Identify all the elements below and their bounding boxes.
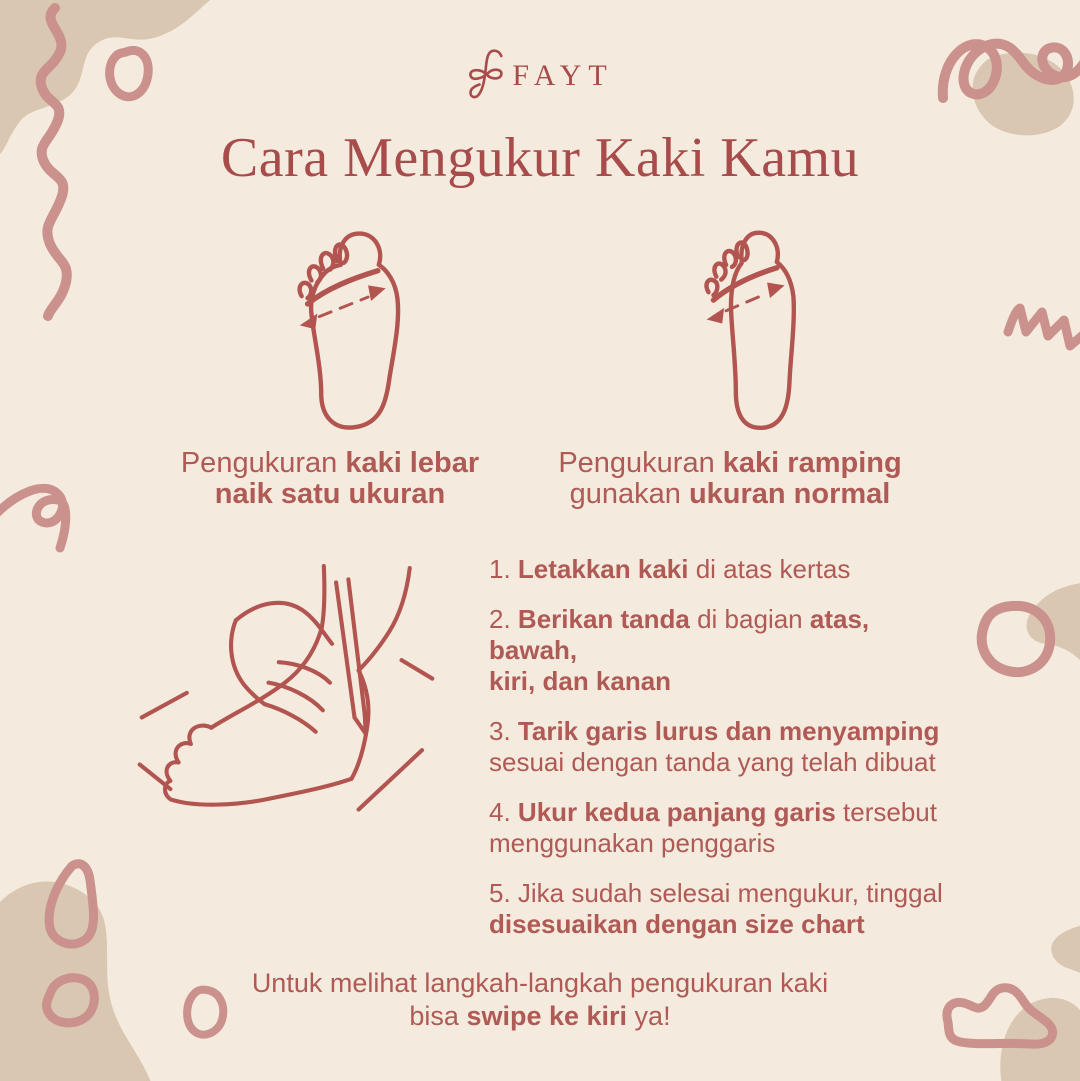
text: Pengukuran (180, 447, 346, 479)
page-title: Cara Mengukur Kaki Kamu (220, 127, 860, 189)
text: ya! (627, 1001, 671, 1031)
script-f-icon (466, 46, 508, 102)
text: gunakan (569, 478, 689, 510)
text: tersebut (835, 797, 937, 827)
steps-section (0, 554, 1080, 959)
text: 2. (489, 604, 518, 634)
narrow-foot-block (520, 206, 940, 510)
step-item (489, 878, 959, 940)
bold-text: naik satu ukuran (214, 478, 446, 510)
narrow-foot-sole-icon (652, 206, 808, 436)
width-arrow-right-head (767, 282, 785, 298)
bold-text: Letakkan kaki (517, 554, 689, 584)
feet-comparison (0, 206, 1080, 510)
text: bisa (409, 1001, 467, 1031)
bold-text: Ukur kedua panjang garis (517, 797, 836, 827)
tracing-illustration-block (112, 554, 467, 837)
steps-list (489, 554, 959, 959)
width-arrow-right-head (368, 285, 386, 301)
step-item (489, 716, 959, 778)
hand-tracing-foot-icon (112, 564, 462, 832)
text: 1. (489, 554, 518, 584)
narrow-foot-caption (558, 448, 901, 510)
text: 3. (489, 716, 518, 746)
text: di bagian (689, 604, 810, 634)
step-item (489, 554, 959, 585)
wide-foot-sole-icon (247, 206, 413, 436)
bold-text: Berikan tanda (517, 604, 690, 634)
bold-text: ukuran normal (688, 478, 891, 510)
step-item (489, 797, 959, 859)
brand-logo (0, 0, 1080, 102)
wide-foot-caption (181, 448, 479, 510)
footer-note (0, 967, 1080, 1033)
bold-text: Tarik garis lurus dan menyamping (517, 716, 940, 746)
bold-text: swipe ke kiri (466, 1001, 628, 1031)
text: menggunakan penggaris (489, 828, 776, 858)
text: Untuk melihat langkah-langkah pengukuran kaki (251, 968, 829, 998)
bold-text: atas, bawah, (489, 604, 870, 665)
bold-text: kiri, dan kanan (489, 666, 672, 696)
wide-foot-block (140, 206, 520, 510)
width-arrow-left-head (300, 314, 318, 330)
brand-name: FAYT (512, 59, 614, 92)
text: di atas kertas (688, 554, 851, 584)
bold-text: kaki lebar (345, 447, 480, 479)
bold-text: kaki ramping (722, 447, 902, 479)
step-item (489, 604, 959, 697)
width-arrow-shaft (319, 297, 368, 317)
bold-text: disesuaikan dengan size chart (489, 909, 865, 939)
text: 4. (489, 797, 518, 827)
text: Pengukuran (558, 447, 723, 479)
width-arrow-left-head (707, 308, 725, 324)
text: sesuai dengan tanda yang telah dibuat (489, 747, 936, 777)
text: 5. Jika sudah selesai mengukur, tinggal (489, 878, 943, 908)
